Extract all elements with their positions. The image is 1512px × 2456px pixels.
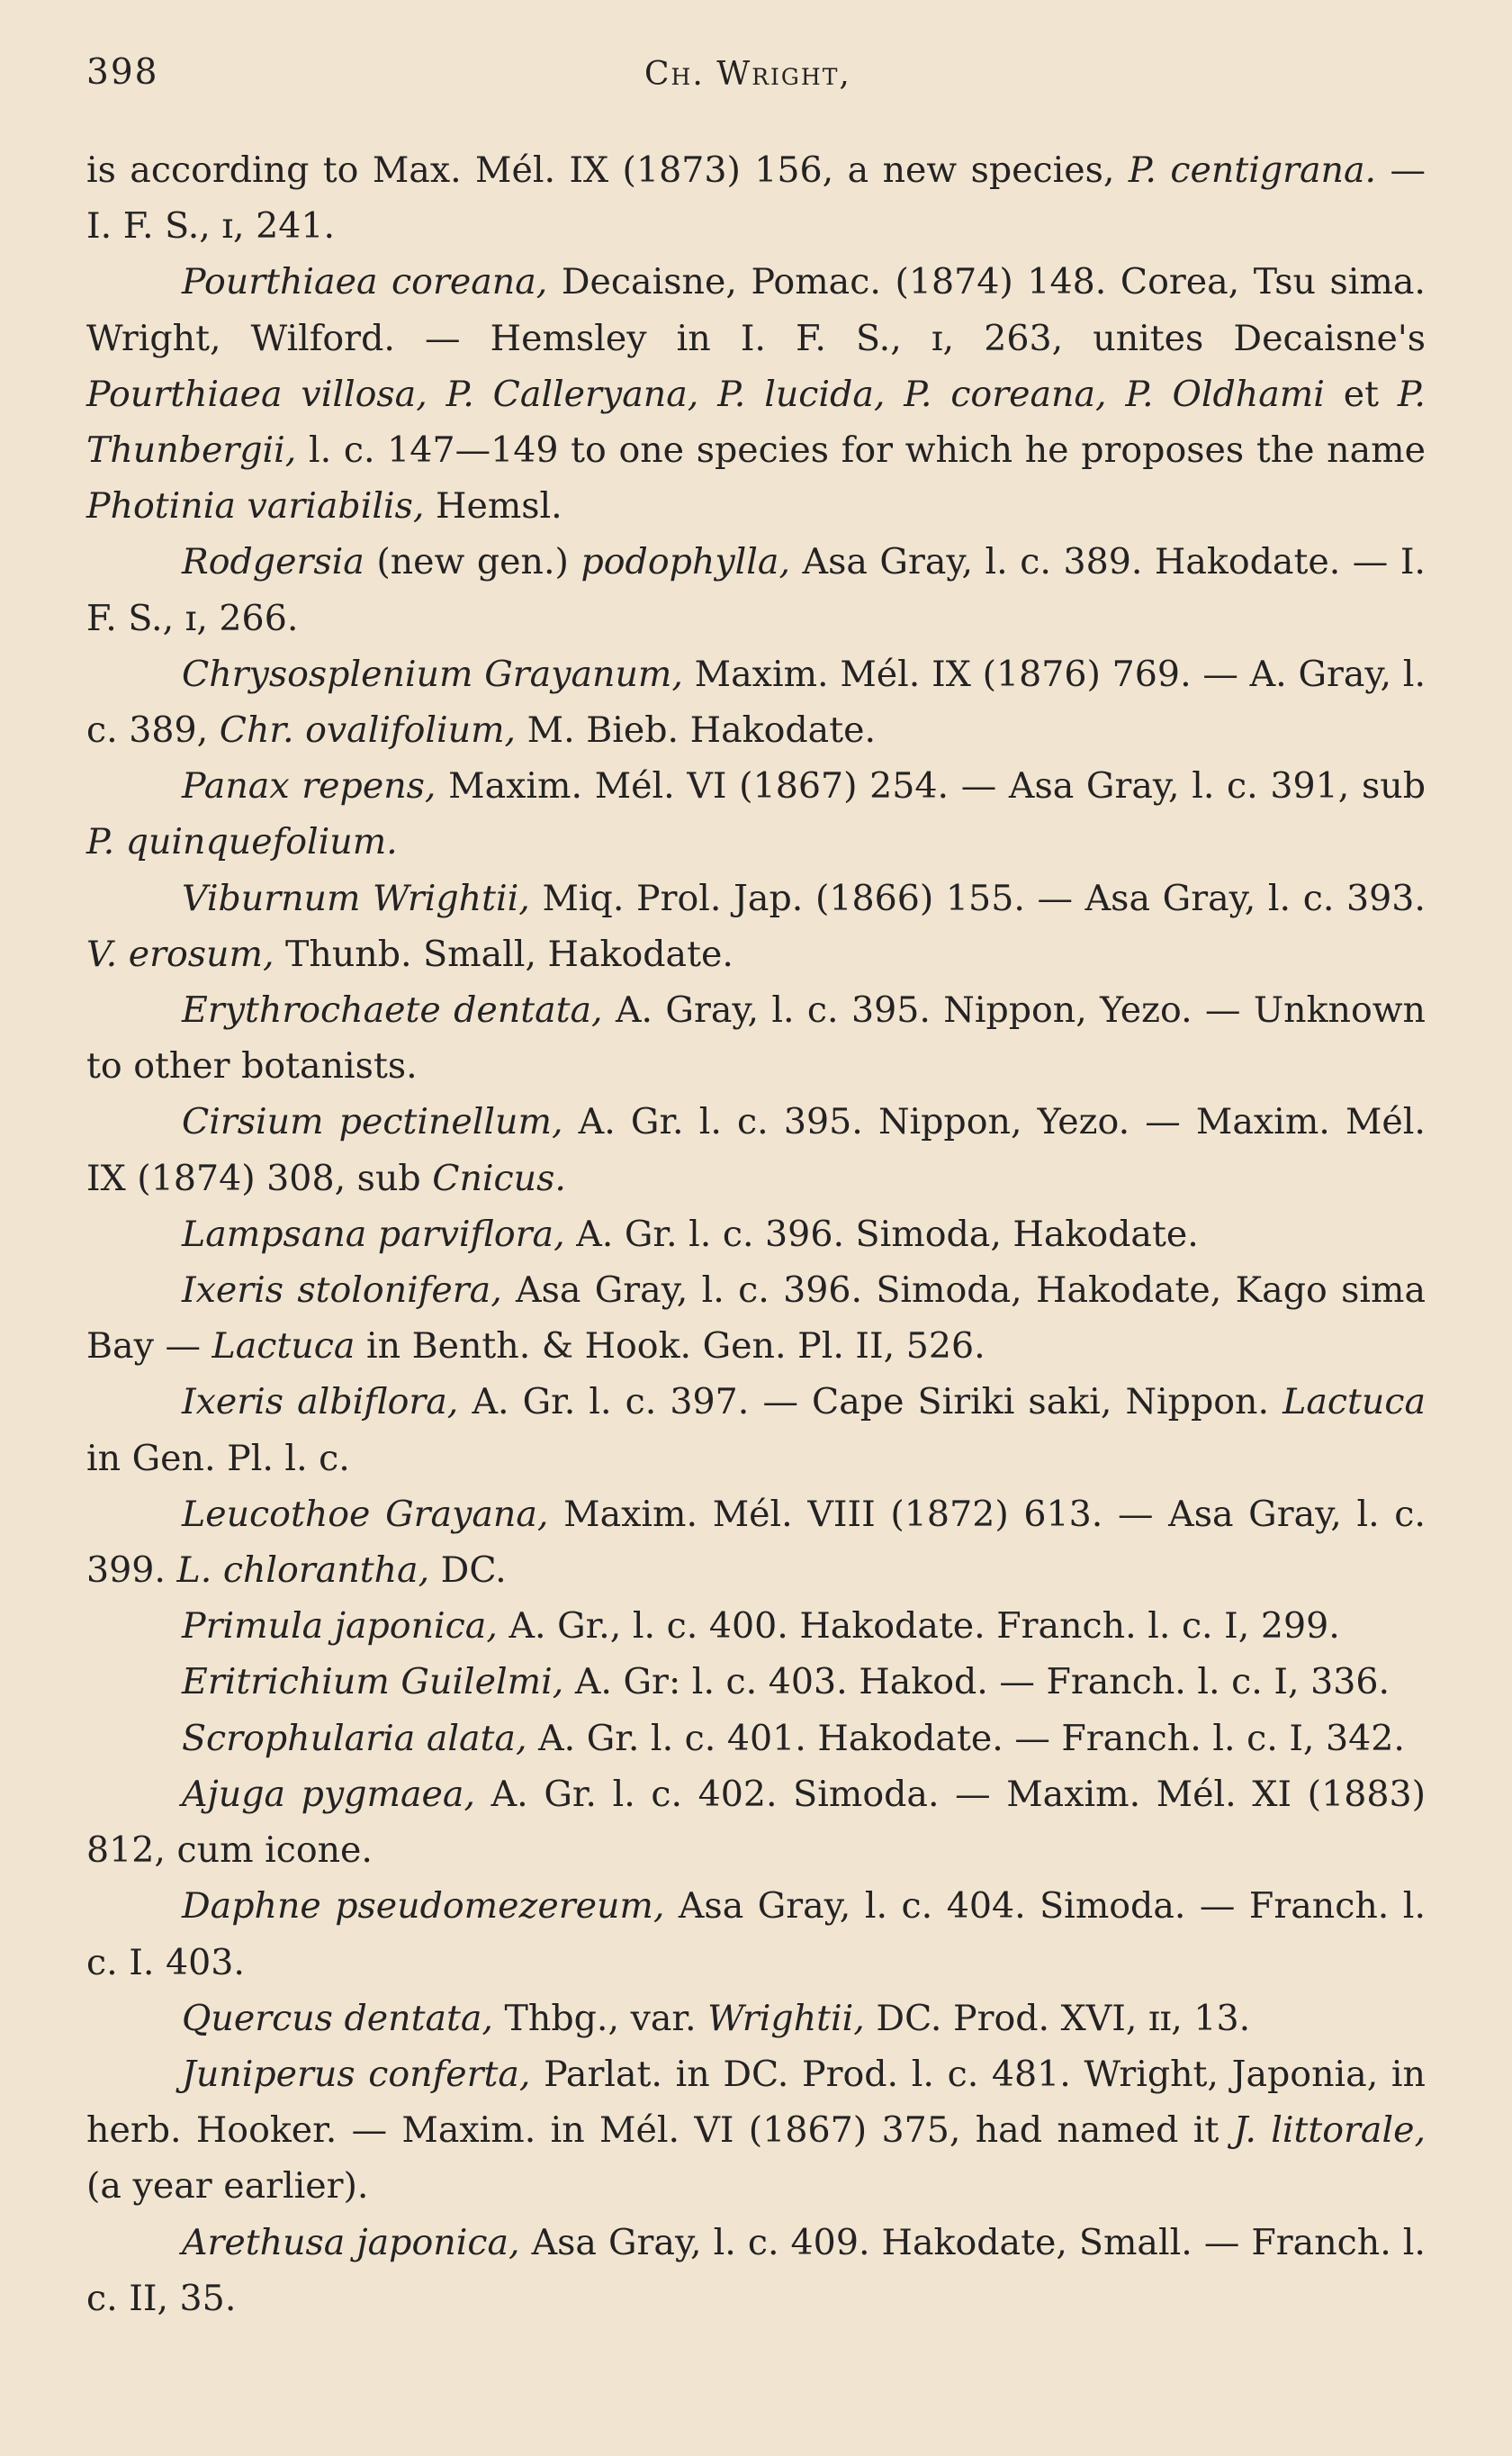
species-name: Ixeris stolonifera, xyxy=(182,1269,502,1312)
genus-name: Lactuca xyxy=(212,1325,356,1368)
species-name: L. chlorantha, xyxy=(176,1549,430,1592)
genus-name: Cnicus. xyxy=(432,1157,566,1199)
species-name: Chrysosplenium Grayanum, xyxy=(182,653,683,695)
entry-paragraph: Lampsana parviflora, A. Gr. l. c. 396. Simoda, Hakodate. xyxy=(182,1213,1199,1255)
species-name: Scrophularia alata, xyxy=(182,1717,527,1759)
entry-paragraph: Chrysosplenium Grayanum, Maxim. Mél. IX (1876) 769. — A. Gray, l. c. 389, Chr. ovalifolium, M. Bieb. Hakodate. xyxy=(86,653,1426,752)
body-text xyxy=(86,142,1426,2326)
genus-name: Lactuca xyxy=(1282,1381,1426,1423)
entry-paragraph: Arethusa japonica, Asa Gray, l. c. 409. Hakodate, Small. — Franch. l. c. II, 35. xyxy=(86,2221,1426,2319)
entry-paragraph: Quercus dentata, Thbg., var. Wrightii, DC. Prod. XVI, ɪɪ, 13. xyxy=(182,1997,1251,2039)
genus-name: Rodgersia xyxy=(182,541,364,583)
entry-paragraph: Viburnum Wrightii, Miq. Prol. Jap. (1866) 155. — Asa Gray, l. c. 393. V. erosum, Thunb. Small, Hakodate. xyxy=(86,877,1426,975)
species-name: Photinia variabilis, xyxy=(86,485,425,528)
running-head: Ch. Wright, xyxy=(644,56,851,93)
entry-paragraph: Primula japonica, A. Gr., l. c. 400. Hakodate. Franch. l. c. I, 299. xyxy=(182,1605,1340,1648)
species-name: Cirsium pectinellum, xyxy=(182,1101,563,1143)
page-header xyxy=(86,52,1422,106)
species-name: P. Thunbergii, xyxy=(86,373,1426,472)
entry-paragraph: Daphne pseudomezereum, Asa Gray, l. c. 404. Simoda. — Franch. l. c. I. 403. xyxy=(86,1885,1426,1983)
species-name: P. quinquefolium. xyxy=(86,821,398,863)
entry-paragraph: Pourthiaea coreana, Decaisne, Pomac. (1874) 148. Corea, Tsu sima. Wright, Wilford. — Hemsley in I. F. S., ɪ, 263, unites Decaisne's Pourthiaea villosa, P. Calleryana, P. lucida, P. coreana, P. Oldhami et P. Thunbergii, l. c. 147—149 to one species for which he proposes the name Photinia variabilis, Hemsl. xyxy=(86,261,1426,528)
entry-paragraph: Panax repens, Maxim. Mél. VI (1867) 254. — Asa Gray, l. c. 391, sub P. quinquefolium. xyxy=(86,765,1426,863)
entry-paragraph: is according to Max. Mél. IX (1873) 156, a new species, P. centigrana. — I. F. S., ɪ, 241. xyxy=(86,149,1426,248)
species-name: Leucothoe Grayana, xyxy=(182,1493,549,1535)
entry-paragraph: Rodgersia (new gen.) podophylla, Asa Gray, l. c. 389. Hakodate. — I. F. S., ɪ, 266. xyxy=(86,541,1426,639)
species-name: Lampsana parviflora, xyxy=(182,1213,565,1255)
species-name: Eritrichium Guilelmi, xyxy=(182,1661,564,1703)
species-name: Daphne pseudomezereum, xyxy=(182,1885,665,1928)
entry-paragraph: Scrophularia alata, A. Gr. l. c. 401. Hakodate. — Franch. l. c. I, 342. xyxy=(182,1717,1405,1759)
entry-paragraph: Eritrichium Guilelmi, A. Gr: l. c. 403. Hakod. — Franch. l. c. I, 336. xyxy=(182,1661,1390,1703)
entry-paragraph: Cirsium pectinellum, A. Gr. l. c. 395. Nippon, Yezo. — Maxim. Mél. IX (1874) 308, sub Cnicus. xyxy=(86,1101,1426,1199)
species-name: Ixeris albiflora, xyxy=(182,1381,459,1423)
species-name: P. centigrana. xyxy=(1128,149,1377,191)
entry-paragraph: Erythrochaete dentata, A. Gray, l. c. 395. Nippon, Yezo. — Unknown to other botanists. xyxy=(86,989,1426,1088)
species-name: Primula japonica, xyxy=(182,1605,498,1648)
page-number: 398 xyxy=(86,52,159,93)
species-name: Panax repens, xyxy=(182,765,436,808)
species-name: Arethusa japonica, xyxy=(182,2221,520,2263)
entry-paragraph: Juniperus conferta, Parlat. in DC. Prod. l. c. 481. Wright, Japonia, in herb. Hooker. — Maxim. in Mél. VI (1867) 375, had named it J. littorale, (a year earlier). xyxy=(86,2053,1426,2208)
species-name: Pourthiaea villosa, P. Calleryana, P. lucida, P. coreana, P. Oldhami xyxy=(86,373,1325,415)
entry-paragraph: Ixeris stolonifera, Asa Gray, l. c. 396. Simoda, Hakodate, Kago sima Bay — Lactuca in Benth. & Hook. Gen. Pl. II, 526. xyxy=(86,1269,1426,1368)
species-name: V. erosum, xyxy=(86,933,274,975)
species-name: J. littorale, xyxy=(1233,2109,1426,2152)
species-name: Pourthiaea coreana, xyxy=(182,261,548,303)
species-name: Ajuga pygmaea, xyxy=(182,1773,476,1815)
species-name: Erythrochaete dentata, xyxy=(182,989,603,1032)
species-name: Quercus dentata, xyxy=(182,1997,493,2039)
entry-paragraph: Ajuga pygmaea, A. Gr. l. c. 402. Simoda. — Maxim. Mél. XI (1883) 812, cum icone. xyxy=(86,1773,1426,1872)
species-name: podophylla, xyxy=(580,541,791,583)
entry-paragraph: Ixeris albiflora, A. Gr. l. c. 397. — Cape Siriki saki, Nippon. Lactuca in Gen. Pl. l. c. xyxy=(86,1381,1426,1479)
variety-name: Wrightii, xyxy=(707,1997,865,2039)
species-name: Juniperus conferta, xyxy=(182,2053,531,2095)
entry-paragraph: Leucothoe Grayana, Maxim. Mél. VIII (1872) 613. — Asa Gray, l. c. 399. L. chlorantha, DC. xyxy=(86,1493,1426,1592)
species-name: Viburnum Wrightii, xyxy=(182,877,530,919)
species-name: Chr. ovalifolium, xyxy=(219,709,517,752)
